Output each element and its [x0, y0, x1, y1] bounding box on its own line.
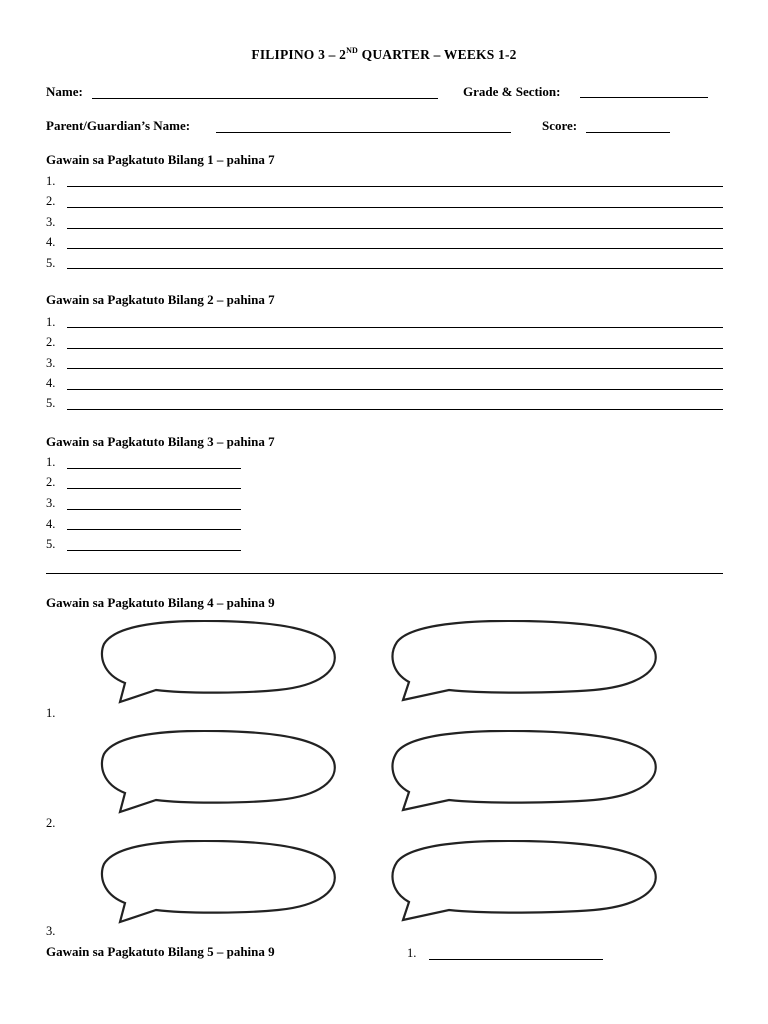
name-label: Name:	[46, 84, 83, 99]
section-2-answer-line[interactable]	[67, 389, 723, 390]
section-3-item-number: 4.	[46, 517, 56, 531]
section-3-answer-line[interactable]	[67, 550, 241, 551]
section-4-item-number: 1.	[46, 706, 56, 720]
speech-bubble-left[interactable]	[98, 730, 338, 816]
section-2-answer-line[interactable]	[67, 368, 723, 369]
speech-bubble-left[interactable]	[98, 840, 338, 926]
name-field[interactable]	[92, 98, 438, 99]
section-3-answer-line[interactable]	[67, 509, 241, 510]
section-2-title: Gawain sa Pagkatuto Bilang 2 – pahina 7	[46, 292, 275, 307]
section-3-answer-line[interactable]	[67, 529, 241, 530]
speech-bubble-right[interactable]	[389, 730, 659, 816]
section-3-item-number: 3.	[46, 496, 56, 510]
section-1-answer-line[interactable]	[67, 228, 723, 229]
grade-section-label: Grade & Section:	[463, 84, 561, 99]
score-field[interactable]	[586, 132, 670, 133]
section-4-item-number: 3.	[46, 924, 56, 938]
parent-guardian-field[interactable]	[216, 132, 511, 133]
section-4-item-number: 2.	[46, 816, 56, 830]
section-1-answer-line[interactable]	[67, 186, 723, 187]
section-2-item-number: 3.	[46, 356, 56, 370]
section-4-title: Gawain sa Pagkatuto Bilang 4 – pahina 9	[46, 595, 275, 610]
worksheet-title: FILIPINO 3 – 2ND QUARTER – WEEKS 1-2	[251, 46, 517, 62]
section-2-answer-line[interactable]	[67, 409, 723, 410]
parent-guardian-label: Parent/Guardian’s Name:	[46, 118, 191, 133]
section-5-title: Gawain sa Pagkatuto Bilang 5 – pahina 9	[46, 944, 275, 959]
section-2-answer-line[interactable]	[67, 348, 723, 349]
section-1-item-number: 5.	[46, 256, 56, 270]
section-2-answer-line[interactable]	[67, 327, 723, 328]
section-5-item-number: 1.	[407, 946, 417, 960]
section-3-answer-line[interactable]	[67, 468, 241, 469]
section-3-answer-line[interactable]	[67, 488, 241, 489]
speech-bubble-right[interactable]	[389, 840, 659, 926]
section-divider	[46, 573, 723, 574]
section-3-item-number: 1.	[46, 455, 56, 469]
section-3-title: Gawain sa Pagkatuto Bilang 3 – pahina 7	[46, 434, 275, 449]
speech-bubble-right[interactable]	[389, 620, 659, 706]
section-3-item-number: 5.	[46, 537, 56, 551]
score-label: Score:	[542, 118, 578, 133]
section-1-item-number: 4.	[46, 235, 56, 249]
section-1-answer-line[interactable]	[67, 207, 723, 208]
section-2-item-number: 4.	[46, 376, 56, 390]
section-1-item-number: 2.	[46, 194, 56, 208]
section-2-item-number: 2.	[46, 335, 56, 349]
grade-section-field[interactable]	[580, 97, 708, 98]
speech-bubble-left[interactable]	[98, 620, 338, 706]
section-1-answer-line[interactable]	[67, 268, 723, 269]
section-1-title: Gawain sa Pagkatuto Bilang 1 – pahina 7	[46, 152, 275, 167]
section-3-item-number: 2.	[46, 475, 56, 489]
section-1-item-number: 1.	[46, 174, 56, 188]
section-1-item-number: 3.	[46, 215, 56, 229]
section-2-item-number: 1.	[46, 315, 56, 329]
section-2-item-number: 5.	[46, 396, 56, 410]
section-1-answer-line[interactable]	[67, 248, 723, 249]
section-5-answer-line[interactable]	[429, 959, 603, 960]
